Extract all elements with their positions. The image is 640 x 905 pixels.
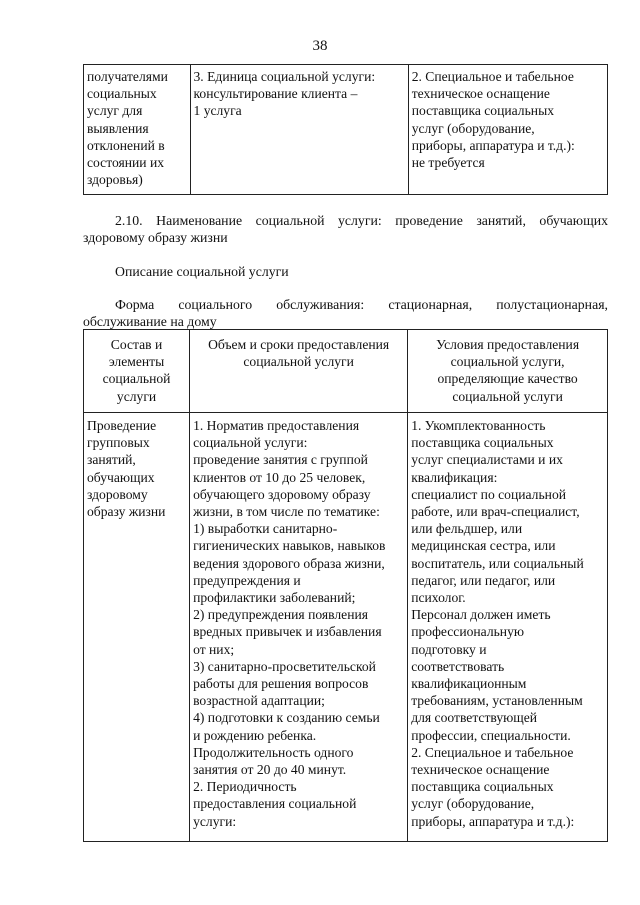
text-line: 2) предупреждения появления	[193, 607, 369, 623]
text-line: элементы	[108, 354, 165, 370]
text-line: услуги:	[193, 813, 237, 829]
continuation-table	[83, 64, 608, 195]
text-line: воспитатель, или социальный	[411, 555, 584, 571]
text-line: социальной	[102, 371, 171, 387]
text-line: 2. Специальное и табельное	[411, 744, 574, 760]
text-line: социальных	[87, 86, 157, 102]
text-line: квалификация:	[411, 469, 498, 485]
text-line: услуг (оборудование,	[411, 796, 535, 812]
text-line: 2. Периодичность	[193, 779, 297, 795]
text-line: возрастной адаптации;	[193, 693, 325, 709]
text-line: обучающих	[87, 469, 155, 485]
text-line: приборы, аппаратура и т.д.):	[411, 137, 575, 153]
text-line: техническое оснащение	[411, 86, 550, 102]
header-composition	[84, 330, 190, 413]
text-line: состоянии их	[87, 155, 165, 171]
text-line: услуги	[116, 388, 157, 404]
table-row	[84, 413, 608, 842]
service-form-text: Форма социального обслуживания: стационарная, полустационарная, обслуживание на дому	[83, 297, 608, 329]
text-line: Проведение	[87, 418, 157, 433]
text-line: услуг специалистами и их	[411, 452, 563, 468]
text-line: 3. Единица социальной услуги:	[193, 69, 376, 84]
text-line: образу жизни	[87, 504, 166, 520]
text-line: Условия предоставления	[436, 337, 580, 352]
text-line: социальной услуги:	[193, 435, 308, 451]
table1-cell-composition	[84, 65, 191, 195]
text-line: поставщика социальных	[411, 435, 554, 451]
text-line: 1 услуга	[193, 103, 242, 119]
text-line: работы для решения вопросов	[193, 676, 369, 692]
section-heading: 2.10. Наименование социальной услуги: проведение занятий, обучающих здоровому образу жизни	[83, 213, 608, 245]
text-line: поставщика социальных	[411, 779, 554, 795]
text-line: профессии, специальности.	[411, 727, 571, 743]
cell-conditions	[408, 413, 608, 842]
text-line: гигиенических навыков, навыков	[193, 538, 386, 554]
text-line: услуг (оборудование,	[411, 120, 535, 136]
table-row	[84, 65, 608, 195]
text-line: 3) санитарно-просветительской	[193, 658, 376, 674]
text-line: определяющие качество	[437, 371, 578, 387]
page-number: 38	[312, 38, 328, 54]
text-line: подготовку и	[411, 641, 487, 657]
text-line: не требуется	[411, 155, 485, 171]
cell-composition	[84, 413, 190, 842]
text-line: Состав и	[110, 337, 163, 352]
text-line: для соответствующей	[411, 710, 538, 726]
text-line: 2. Специальное и табельное	[411, 69, 574, 84]
text-line: вредных привычек и избавления	[193, 624, 382, 640]
text-line: поставщика социальных	[411, 103, 554, 119]
text-line: проведение занятия с группой	[193, 452, 368, 468]
text-line: соответствовать	[411, 658, 505, 674]
text-line: 4) подготовки к созданию семьи	[193, 710, 380, 726]
text-line: здоровья)	[87, 172, 143, 188]
text-line: занятия от 20 до 40 минут.	[193, 762, 347, 778]
text-line: приборы, аппаратура и т.д.):	[411, 813, 575, 829]
text-line: 1. Норматив предоставления	[193, 418, 360, 433]
text-line: профессиональную	[411, 624, 525, 640]
text-line: Объем и сроки предоставления	[208, 337, 390, 352]
text-line: получателями	[87, 69, 168, 84]
text-line: педагог, или педагог, или	[411, 572, 556, 588]
text-line: ведения здорового образа жизни,	[193, 555, 385, 571]
text-line: и рождению ребенка.	[193, 727, 317, 743]
text-line: клиентов от 10 до 25 человек,	[193, 469, 366, 485]
text-line: групповых	[87, 435, 150, 451]
text-line: или фельдшер, или	[411, 521, 523, 537]
text-line: Персонал должен иметь	[411, 607, 551, 623]
text-line: психолог.	[411, 590, 466, 606]
text-line: обучающего здоровому образу	[193, 486, 371, 502]
text-line: предупреждения и	[193, 572, 301, 588]
text-line: профилактики заболеваний;	[193, 590, 356, 606]
text-line: от них;	[193, 641, 235, 657]
text-line: консультирование клиента –	[193, 86, 358, 102]
table-header-row	[84, 330, 608, 413]
text-line: медицинская сестра, или	[411, 538, 556, 554]
text-line: выявления	[87, 120, 149, 136]
table1-cell-volume	[190, 65, 408, 195]
table1-cell-conditions	[408, 65, 607, 195]
text-line: квалификационным	[411, 676, 527, 692]
description-label: Описание социальной услуги	[115, 264, 289, 279]
header-conditions	[408, 330, 608, 413]
text-line: отклонений в	[87, 137, 165, 153]
text-line: 1. Укомплектованность	[411, 418, 546, 433]
text-line: услуг для	[87, 103, 143, 119]
text-line: социальной услуги	[452, 388, 563, 404]
text-line: жизни, в том числе по тематике:	[193, 504, 380, 520]
text-line: требованиям, установленным	[411, 693, 583, 709]
text-line: работе, или врач-специалист,	[411, 504, 580, 520]
text-line: социальной услуги,	[450, 354, 565, 370]
header-volume-terms	[190, 330, 408, 413]
text-line: здоровому	[87, 486, 148, 502]
text-line: занятий,	[87, 452, 136, 468]
text-line: социальной услуги	[243, 354, 354, 370]
text-line: 1) выработки санитарно-	[193, 521, 338, 537]
text-line: Продолжительность одного	[193, 744, 354, 760]
text-line: предоставления социальной	[193, 796, 357, 812]
service-table	[83, 329, 608, 842]
text-line: техническое оснащение	[411, 762, 550, 778]
cell-volume-terms	[190, 413, 408, 842]
text-line: специалист по социальной	[411, 486, 567, 502]
